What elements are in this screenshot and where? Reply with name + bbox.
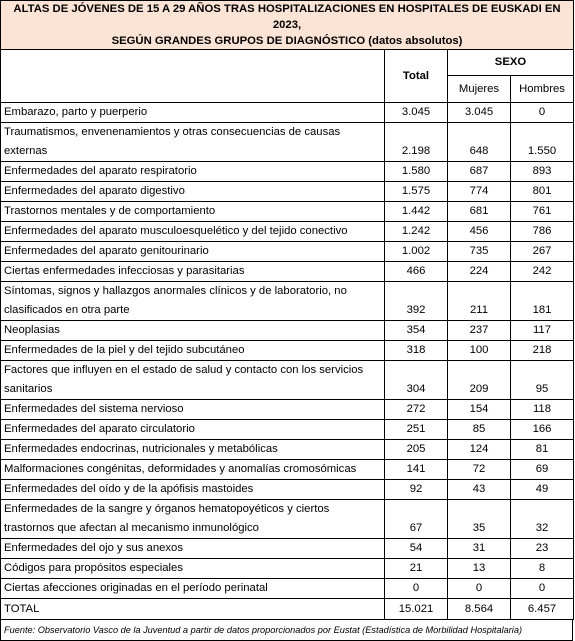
table-row bbox=[1, 162, 574, 182]
row-mujeres: 237 bbox=[448, 321, 511, 341]
table-row bbox=[1, 500, 574, 539]
row-total: 272 bbox=[385, 400, 448, 420]
row-total: 1.580 bbox=[385, 162, 448, 182]
table-row bbox=[1, 420, 574, 440]
row-mujeres: 224 bbox=[448, 262, 511, 282]
row-mujeres: 154 bbox=[448, 400, 511, 420]
row-hombres: 69 bbox=[511, 460, 574, 480]
row-label: Enfermedades del aparato respiratorio bbox=[1, 162, 385, 182]
row-mujeres: 31 bbox=[448, 539, 511, 559]
row-total: 1.002 bbox=[385, 242, 448, 262]
row-label: Enfermedades de la piel y del tejido subcutáneo bbox=[1, 341, 385, 361]
header-hombres: Hombres bbox=[511, 75, 574, 102]
table-title bbox=[1, 1, 574, 50]
row-total: 466 bbox=[385, 262, 448, 282]
row-hombres: 117 bbox=[511, 321, 574, 341]
row-total: 92 bbox=[385, 480, 448, 500]
row-hombres: 118 bbox=[511, 400, 574, 420]
row-hombres: 8 bbox=[511, 559, 574, 579]
row-label: Embarazo, parto y puerperio bbox=[1, 103, 385, 123]
row-label: Códigos para propósitos especiales bbox=[1, 559, 385, 579]
row-label: Ciertas enfermedades infecciosas y parasitarias bbox=[1, 262, 385, 282]
row-hombres: 0 bbox=[511, 103, 574, 123]
row-total: 354 bbox=[385, 321, 448, 341]
table-row bbox=[1, 480, 574, 500]
row-hombres: 81 bbox=[511, 440, 574, 460]
row-label: Factores que influyen en el estado de salud y contacto con los servicios sanitarios bbox=[1, 361, 385, 400]
table-row bbox=[1, 282, 574, 321]
total-total: 15.021 bbox=[385, 599, 448, 620]
row-hombres: 218 bbox=[511, 341, 574, 361]
row-total: 1.575 bbox=[385, 182, 448, 202]
row-total: 3.045 bbox=[385, 103, 448, 123]
table-row bbox=[1, 222, 574, 242]
row-hombres: 267 bbox=[511, 242, 574, 262]
table-row bbox=[1, 400, 574, 420]
table-row bbox=[1, 123, 574, 162]
row-total: 141 bbox=[385, 460, 448, 480]
row-mujeres: 13 bbox=[448, 559, 511, 579]
row-label: Malformaciones congénitas, deformidades y anomalías cromosómicas bbox=[1, 460, 385, 480]
row-label: Enfermedades del ojo y sus anexos bbox=[1, 539, 385, 559]
row-hombres: 1.550 bbox=[511, 123, 574, 162]
row-total: 21 bbox=[385, 559, 448, 579]
table-row bbox=[1, 341, 574, 361]
table-title-line1: ALTAS DE JÓVENES DE 15 A 29 AÑOS TRAS HOSPITALIZACIONES EN HOSPITALES DE EUSKADI EN 2023, bbox=[13, 3, 561, 31]
header-mujeres: Mujeres bbox=[448, 75, 511, 102]
total-hombres: 6.457 bbox=[511, 599, 574, 620]
header-sexo: SEXO bbox=[448, 50, 574, 76]
row-mujeres: 774 bbox=[448, 182, 511, 202]
row-mujeres: 72 bbox=[448, 460, 511, 480]
row-hombres: 181 bbox=[511, 282, 574, 321]
row-mujeres: 43 bbox=[448, 480, 511, 500]
row-total: 205 bbox=[385, 440, 448, 460]
row-mujeres: 100 bbox=[448, 341, 511, 361]
row-mujeres: 35 bbox=[448, 500, 511, 539]
row-mujeres: 648 bbox=[448, 123, 511, 162]
row-mujeres: 456 bbox=[448, 222, 511, 242]
row-mujeres: 124 bbox=[448, 440, 511, 460]
row-hombres: 893 bbox=[511, 162, 574, 182]
total-row bbox=[1, 599, 574, 620]
table-row bbox=[1, 182, 574, 202]
row-total: 1.242 bbox=[385, 222, 448, 242]
row-hombres: 0 bbox=[511, 579, 574, 599]
table-row bbox=[1, 262, 574, 282]
row-label: Enfermedades del aparato digestivo bbox=[1, 182, 385, 202]
row-total: 304 bbox=[385, 361, 448, 400]
source-footnote: Fuente: Observatorio Vasco de la Juventud a partir de datos proporcionados por Eustat (Estadística de Morbilidad Hospitalaria) bbox=[0, 620, 573, 641]
row-label: Traumatismos, envenenamientos y otras consecuencias de causas externas bbox=[1, 123, 385, 162]
row-label: Enfermedades endocrinas, nutricionales y metabólicas bbox=[1, 440, 385, 460]
table-row bbox=[1, 103, 574, 123]
row-total: 54 bbox=[385, 539, 448, 559]
row-total: 67 bbox=[385, 500, 448, 539]
row-total: 251 bbox=[385, 420, 448, 440]
row-hombres: 23 bbox=[511, 539, 574, 559]
row-label: Enfermedades del aparato circulatorio bbox=[1, 420, 385, 440]
row-total: 0 bbox=[385, 579, 448, 599]
row-total: 392 bbox=[385, 282, 448, 321]
row-mujeres: 735 bbox=[448, 242, 511, 262]
row-hombres: 32 bbox=[511, 500, 574, 539]
row-total: 1.442 bbox=[385, 202, 448, 222]
row-total: 2.198 bbox=[385, 123, 448, 162]
table-row bbox=[1, 242, 574, 262]
row-hombres: 166 bbox=[511, 420, 574, 440]
row-label: Enfermedades de la sangre y órganos hematopoyéticos y ciertos trastornos que afectan al mecanismo inmunológico bbox=[1, 500, 385, 539]
table-row bbox=[1, 440, 574, 460]
row-label: Enfermedades del sistema nervioso bbox=[1, 400, 385, 420]
row-mujeres: 209 bbox=[448, 361, 511, 400]
row-mujeres: 211 bbox=[448, 282, 511, 321]
row-hombres: 242 bbox=[511, 262, 574, 282]
row-label: Enfermedades del aparato genitourinario bbox=[1, 242, 385, 262]
row-hombres: 801 bbox=[511, 182, 574, 202]
table-row bbox=[1, 321, 574, 341]
total-mujeres: 8.564 bbox=[448, 599, 511, 620]
table-row bbox=[1, 579, 574, 599]
row-hombres: 761 bbox=[511, 202, 574, 222]
table-row bbox=[1, 460, 574, 480]
row-mujeres: 85 bbox=[448, 420, 511, 440]
row-label: Neoplasias bbox=[1, 321, 385, 341]
table-row bbox=[1, 202, 574, 222]
total-label: TOTAL bbox=[1, 599, 385, 620]
header-total: Total bbox=[385, 50, 448, 103]
row-mujeres: 0 bbox=[448, 579, 511, 599]
row-hombres: 49 bbox=[511, 480, 574, 500]
table-title-line2: SEGÚN GRANDES GRUPOS DE DIAGNÓSTICO (datos absolutos) bbox=[111, 35, 463, 47]
table-row bbox=[1, 539, 574, 559]
row-hombres: 786 bbox=[511, 222, 574, 242]
row-mujeres: 3.045 bbox=[448, 103, 511, 123]
header-blank-cell bbox=[1, 50, 385, 103]
table-row bbox=[1, 559, 574, 579]
row-total: 318 bbox=[385, 341, 448, 361]
table-row bbox=[1, 361, 574, 400]
row-label: Enfermedades del oído y de la apófisis mastoides bbox=[1, 480, 385, 500]
row-label: Ciertas afecciones originadas en el período perinatal bbox=[1, 579, 385, 599]
row-label: Enfermedades del aparato musculoesquelético y del tejido conectivo bbox=[1, 222, 385, 242]
row-label: Síntomas, signos y hallazgos anormales clínicos y de laboratorio, no clasificados en otra parte bbox=[1, 282, 385, 321]
row-mujeres: 687 bbox=[448, 162, 511, 182]
row-label: Trastornos mentales y de comportamiento bbox=[1, 202, 385, 222]
row-hombres: 95 bbox=[511, 361, 574, 400]
row-mujeres: 681 bbox=[448, 202, 511, 222]
